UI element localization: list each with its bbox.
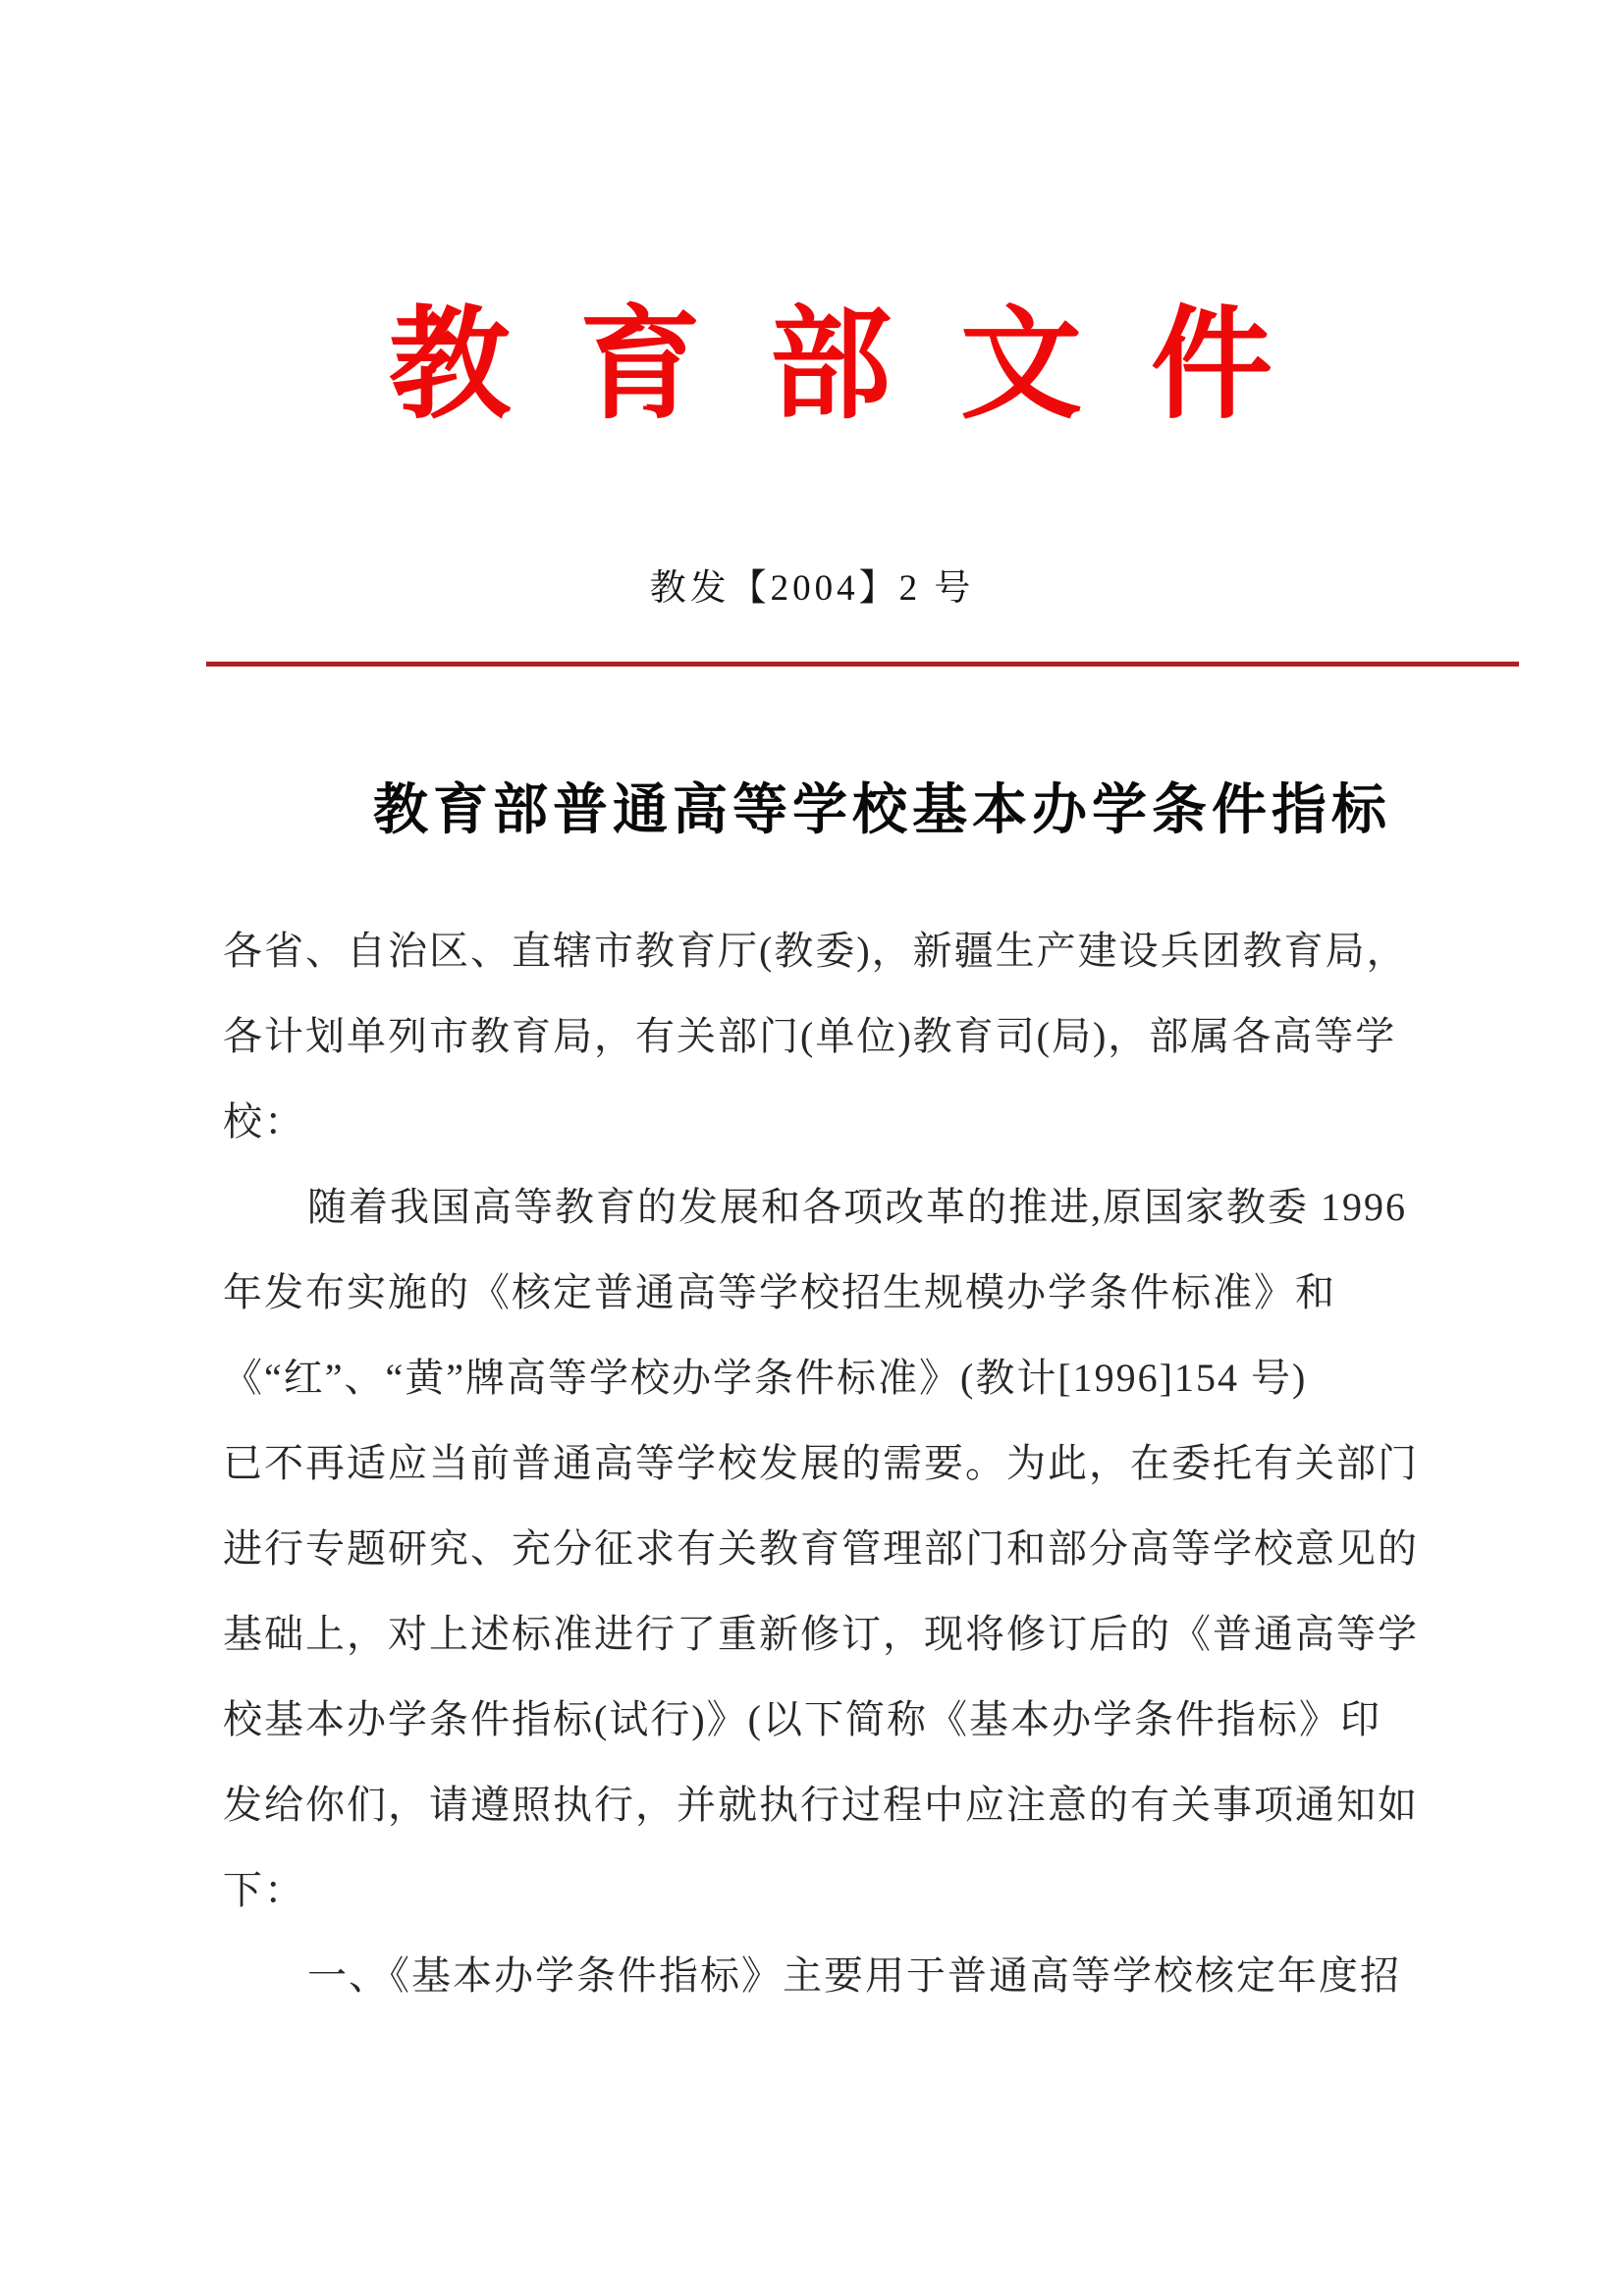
body-line: 随着我国高等教育的发展和各项改革的推进,原国家教委 1996 xyxy=(307,1185,1407,1229)
body-line: 各计划单列市教育局，有关部门(单位)教育司(局)，部属各高等学 xyxy=(223,1014,1397,1058)
body-line: 已不再适应当前普通高等学校发展的需要。为此，在委托有关部门 xyxy=(223,1441,1419,1485)
body-line: 进行专题研究、充分征求有关教育管理部门和部分高等学校意见的 xyxy=(223,1526,1419,1571)
body-line: 校基本办学条件指标(试行)》(以下简称《基本办学条件指标》印 xyxy=(223,1697,1381,1741)
body-line: 《“红”、“黄”牌高等学校办学条件标准》(教计[1996]154 号) xyxy=(223,1356,1308,1400)
agency-title: 教育部文件 xyxy=(389,298,1342,433)
document-body xyxy=(223,908,1450,2018)
body-line: 校： xyxy=(223,1099,305,1144)
body-line: 年发布实施的《核定普通高等学校招生规模办学条件标准》和 xyxy=(223,1270,1336,1314)
doc-number: 教发【2004】2 号 xyxy=(649,568,975,609)
document-heading: 教育部普通高等学校基本办学条件指标 xyxy=(373,778,1391,840)
body-line: 发给你们，请遵照执行，并就执行过程中应注意的有关事项通知如 xyxy=(223,1783,1419,1827)
body-line: 基础上，对上述标准进行了重新修订，现将修订后的《普通高等学 xyxy=(223,1612,1419,1656)
body-line: 一、《基本办学条件指标》主要用于普通高等学校核定年度招 xyxy=(307,1953,1401,1998)
red-divider-rule xyxy=(206,662,1519,667)
body-line: 下： xyxy=(223,1868,305,1912)
body-line: 各省、自治区、直辖市教育厅(教委)，新疆生产建设兵团教育局， xyxy=(223,929,1408,973)
